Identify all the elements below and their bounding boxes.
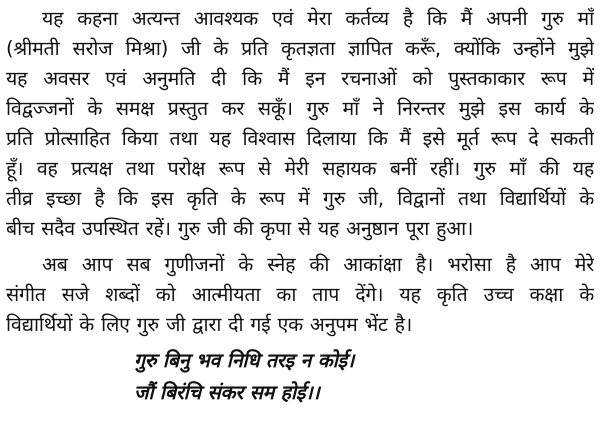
paragraph-2-line-2: संगीत सजे शब्दों को आत्मीयता का ताप देंगे। यह कृति उच्च कक्षा के [6, 283, 594, 306]
paragraph-1-line-6: हूँ। वह प्रत्यक्ष तथा परोक्ष रूप से मेरी सहायक बनीं रहीं। गुरु माँ की यह [6, 157, 594, 180]
paragraph-1-line-7: तीव्र इच्छा है कि इस कृति के रूप में गुरु जी, विद्वानों तथा विद्यार्थियों के [6, 187, 594, 210]
paragraph-1-line-8: बीच सदैव उपस्थित रहें। गुरु जी की कृपा से यह अनुष्ठान पूरा हुआ। [6, 217, 474, 240]
verse-line-1: गुरु बिनु भव निधि तरइ न कोई। [134, 349, 355, 372]
paragraph-1-line-5: प्रति प्रोत्साहित किया तथा यह विश्वास दिलाया कि मैं इसे मूर्त रूप दे सकती [6, 127, 594, 150]
paragraph-1-line-1: यह कहना अत्यन्त आवश्यक एवं मेरा कर्तव्य है कि मैं अपनी गुरु माँ [42, 7, 594, 30]
paragraph-1-line-2: (श्रीमती सरोज मिश्रा) जी के प्रति कृतज्ञता ज्ञापित करूँ, क्योंकि उन्होंने मुझे [6, 37, 594, 60]
verse-line-2: जौं बिरंचि संकर सम होई।। [134, 381, 320, 404]
paragraph-2-line-1: अब आप सब गुणीजनों के स्नेह की आकांक्षा है। भरोसा है आप मेरे [42, 253, 594, 276]
paragraph-1-line-4: विद्वज्जनों के समक्ष प्रस्तुत कर सकूँ। गुरु माँ ने निरन्तर मुझे इस कार्य के [6, 97, 594, 120]
paragraph-2-line-3: विद्यार्थियों के लिए गुरु जी द्वारा दी गई एक अनुपम भेंट है। [6, 313, 413, 336]
paragraph-1-line-3: यह अवसर एवं अनुमति दी कि मैं इन रचनाओं को पुस्तकाकार रूप में [6, 67, 594, 90]
